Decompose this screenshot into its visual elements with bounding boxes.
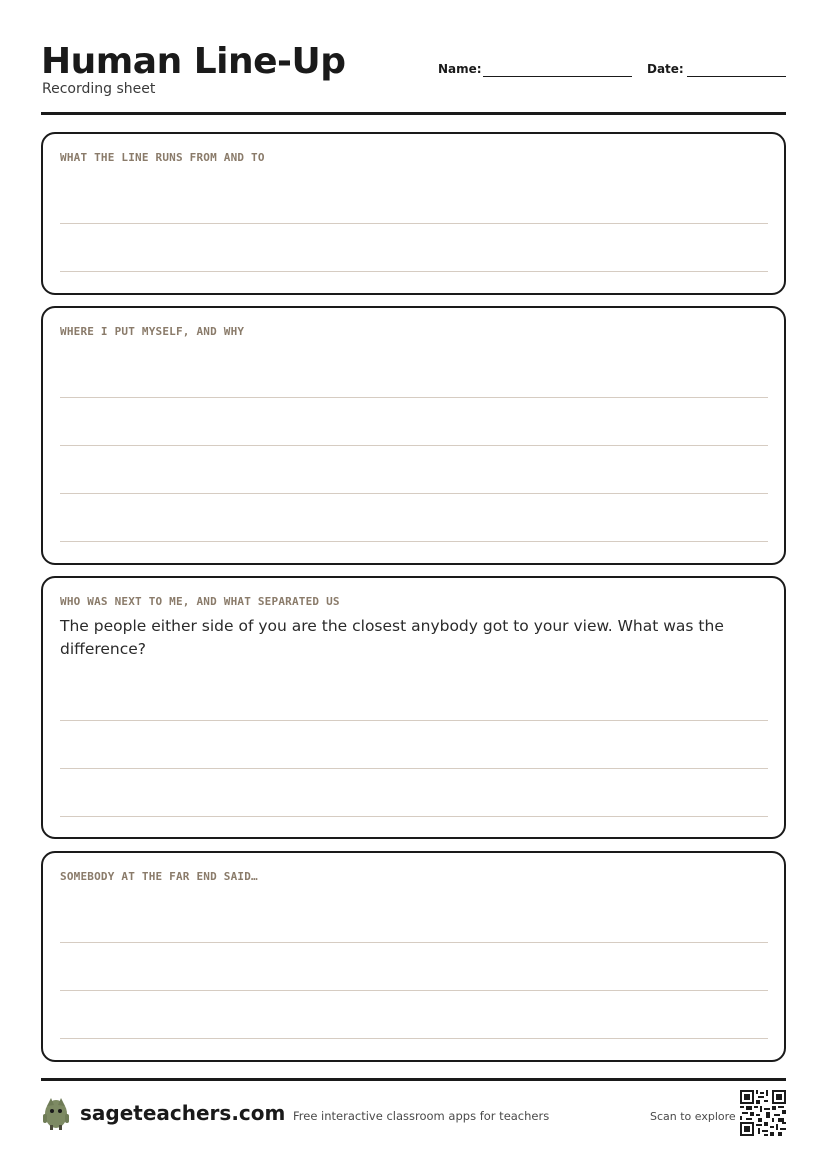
page-title: Human Line-Up — [41, 41, 346, 82]
site-link[interactable]: sageteachers.com — [80, 1101, 286, 1125]
write-line[interactable] — [60, 223, 768, 224]
section-heading: WHERE I PUT MYSELF, AND WHY — [60, 325, 245, 338]
section-my-position — [41, 306, 786, 565]
sage-mascot-icon — [41, 1094, 71, 1130]
section-heading: SOMEBODY AT THE FAR END SAID… — [60, 870, 258, 883]
write-line[interactable] — [60, 445, 768, 446]
write-line[interactable] — [60, 541, 768, 542]
write-line[interactable] — [60, 942, 768, 943]
footer-divider — [41, 1078, 786, 1081]
write-line[interactable] — [60, 271, 768, 272]
date-write-line[interactable] — [687, 76, 786, 77]
section-heading: WHAT THE LINE RUNS FROM AND TO — [60, 151, 265, 164]
date-label: Date: — [647, 62, 684, 76]
write-line[interactable] — [60, 493, 768, 494]
name-field[interactable] — [438, 62, 482, 76]
section-far-end — [41, 851, 786, 1062]
name-label: Name: — [438, 62, 482, 76]
header-divider — [41, 112, 786, 115]
write-line[interactable] — [60, 990, 768, 991]
worksheet-header — [41, 40, 786, 116]
write-line[interactable] — [60, 720, 768, 721]
footer-tagline: Free interactive classroom apps for teachers — [293, 1109, 550, 1123]
write-line[interactable] — [60, 816, 768, 817]
scan-label: Scan to explore — [650, 1110, 736, 1123]
write-line[interactable] — [60, 768, 768, 769]
name-write-line[interactable] — [483, 76, 632, 77]
write-line[interactable] — [60, 1038, 768, 1039]
section-heading: WHO WAS NEXT TO ME, AND WHAT SEPARATED US — [60, 595, 340, 608]
section-neighbours — [41, 576, 786, 839]
write-line[interactable] — [60, 397, 768, 398]
qr-code-icon[interactable] — [740, 1090, 786, 1136]
page-subtitle: Recording sheet — [42, 81, 156, 97]
section-prompt: The people either side of you are the closest anybody got to your view. What was the difference? — [60, 617, 724, 658]
section-line-range — [41, 132, 786, 295]
date-field[interactable] — [647, 62, 684, 76]
